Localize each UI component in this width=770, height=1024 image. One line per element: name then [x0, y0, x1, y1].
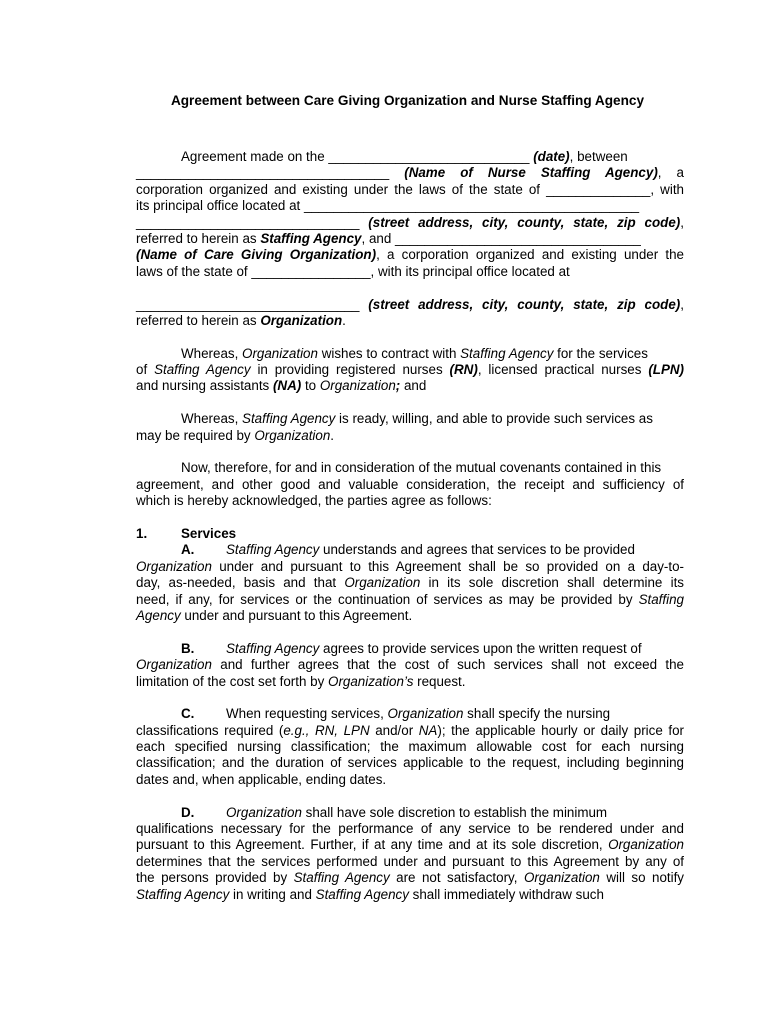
paragraph-gap: [136, 690, 684, 706]
text-line: __________________________________ (Name of Nurse Staffing Agency), a: [136, 165, 684, 181]
text-line: referred to herein as Organization.: [136, 312, 346, 328]
text-line: (Name of Care Giving Organization), a corporation organized and existing under the: [136, 247, 685, 263]
text-line: its principal office located at _____________________________________________: [136, 198, 640, 214]
paragraph-gap: [136, 329, 684, 345]
text-line: agreement, and other good and valuable consideration, the receipt and sufficiency of: [136, 476, 684, 492]
text-line: limitation of the cost set forth by Organization’s request.: [136, 673, 466, 689]
text-line: and nursing assistants (NA) to Organization; and: [136, 378, 427, 394]
text-line: qualifications necessary for the performance of any service to be rendered under and: [136, 821, 684, 837]
text-line: Whereas, Staffing Agency is ready, willing, and able to provide such services as: [181, 411, 653, 427]
text-line: Agreement made on the ___________________________ (date), between: [181, 149, 628, 164]
text-line: determines that the services performed under and pursuant to this Agreement by any of: [136, 853, 684, 869]
text-line: Now, therefore, for and in consideration of the mutual covenants contained in this: [181, 460, 662, 476]
text-line: ______________________________ (street address, city, county, state, zip code),: [136, 214, 684, 230]
text-line: which is hereby acknowledged, the parties agree as follows:: [136, 493, 492, 509]
text-line: each specified nursing classification; the maximum allowable cost for each nursing: [136, 739, 684, 755]
text-line: Organization under and pursuant to this Agreement shall be so provided on a day-to-: [136, 558, 684, 574]
text-line: need, if any, for services or the continuation of services as may be provided by Staffing: [136, 591, 684, 607]
text-line: the persons provided by Staffing Agency are not satisfactory, Organization will so notify: [136, 870, 685, 886]
paragraph-gap: [136, 624, 684, 640]
text-line: day, as-needed, basis and that Organization in its sole discretion shall determine its: [136, 575, 684, 591]
text-line: of Staffing Agency in providing registered nurses (RN), licensed practical nurses (LPN): [136, 362, 685, 378]
text-line: Staffing Agency in writing and Staffing Agency shall immediately withdraw such: [136, 886, 604, 902]
paragraph-gap: [136, 280, 684, 296]
text-line: Whereas, Organization wishes to contract with Staffing Agency for the services: [181, 345, 648, 361]
text-line: classifications required (e.g., RN, LPN and/or NA); the applicable hourly or daily price for: [136, 722, 684, 738]
text-line: laws of the state of ________________, with its principal office located at: [136, 263, 570, 279]
text-line: ______________________________ (street address, city, county, state, zip code),: [136, 296, 684, 312]
paragraph-gap: [136, 395, 684, 411]
document-title: Agreement between Care Giving Organization and Nurse Staffing Agency: [170, 93, 645, 108]
text-line: corporation organized and existing under the laws of the state of ______________, with: [136, 181, 684, 197]
document-body: [136, 149, 684, 903]
text-line: Organization and further agrees that the cost of such services shall not exceed the: [136, 657, 684, 673]
paragraph-gap: [136, 788, 684, 804]
text-line: D. Organization shall have sole discretion to establish the minimum: [181, 804, 608, 820]
text-line: may be required by Organization.: [136, 427, 335, 443]
text-line: 1. Services: [136, 525, 237, 541]
text-line: Agency under and pursuant to this Agreement.: [136, 607, 413, 623]
paragraph-gap: [136, 510, 684, 526]
text-line: referred to herein as Staffing Agency, and _________________________________: [136, 230, 641, 246]
text-line: C. When requesting services, Organization shall specify the nursing: [181, 706, 611, 722]
text-line: A. Staffing Agency understands and agrees that services to be provided: [181, 542, 635, 558]
text-line: pursuant to this Agreement. Further, if at any time and at its sole discretion, Organization: [136, 837, 684, 853]
text-line: classification; and the duration of services applicable to the request, including beginning: [136, 755, 684, 771]
text-line: dates and, when applicable, ending dates.: [136, 771, 387, 787]
text-line: B. Staffing Agency agrees to provide services upon the written request of: [181, 640, 642, 656]
paragraph-gap: [136, 444, 684, 460]
